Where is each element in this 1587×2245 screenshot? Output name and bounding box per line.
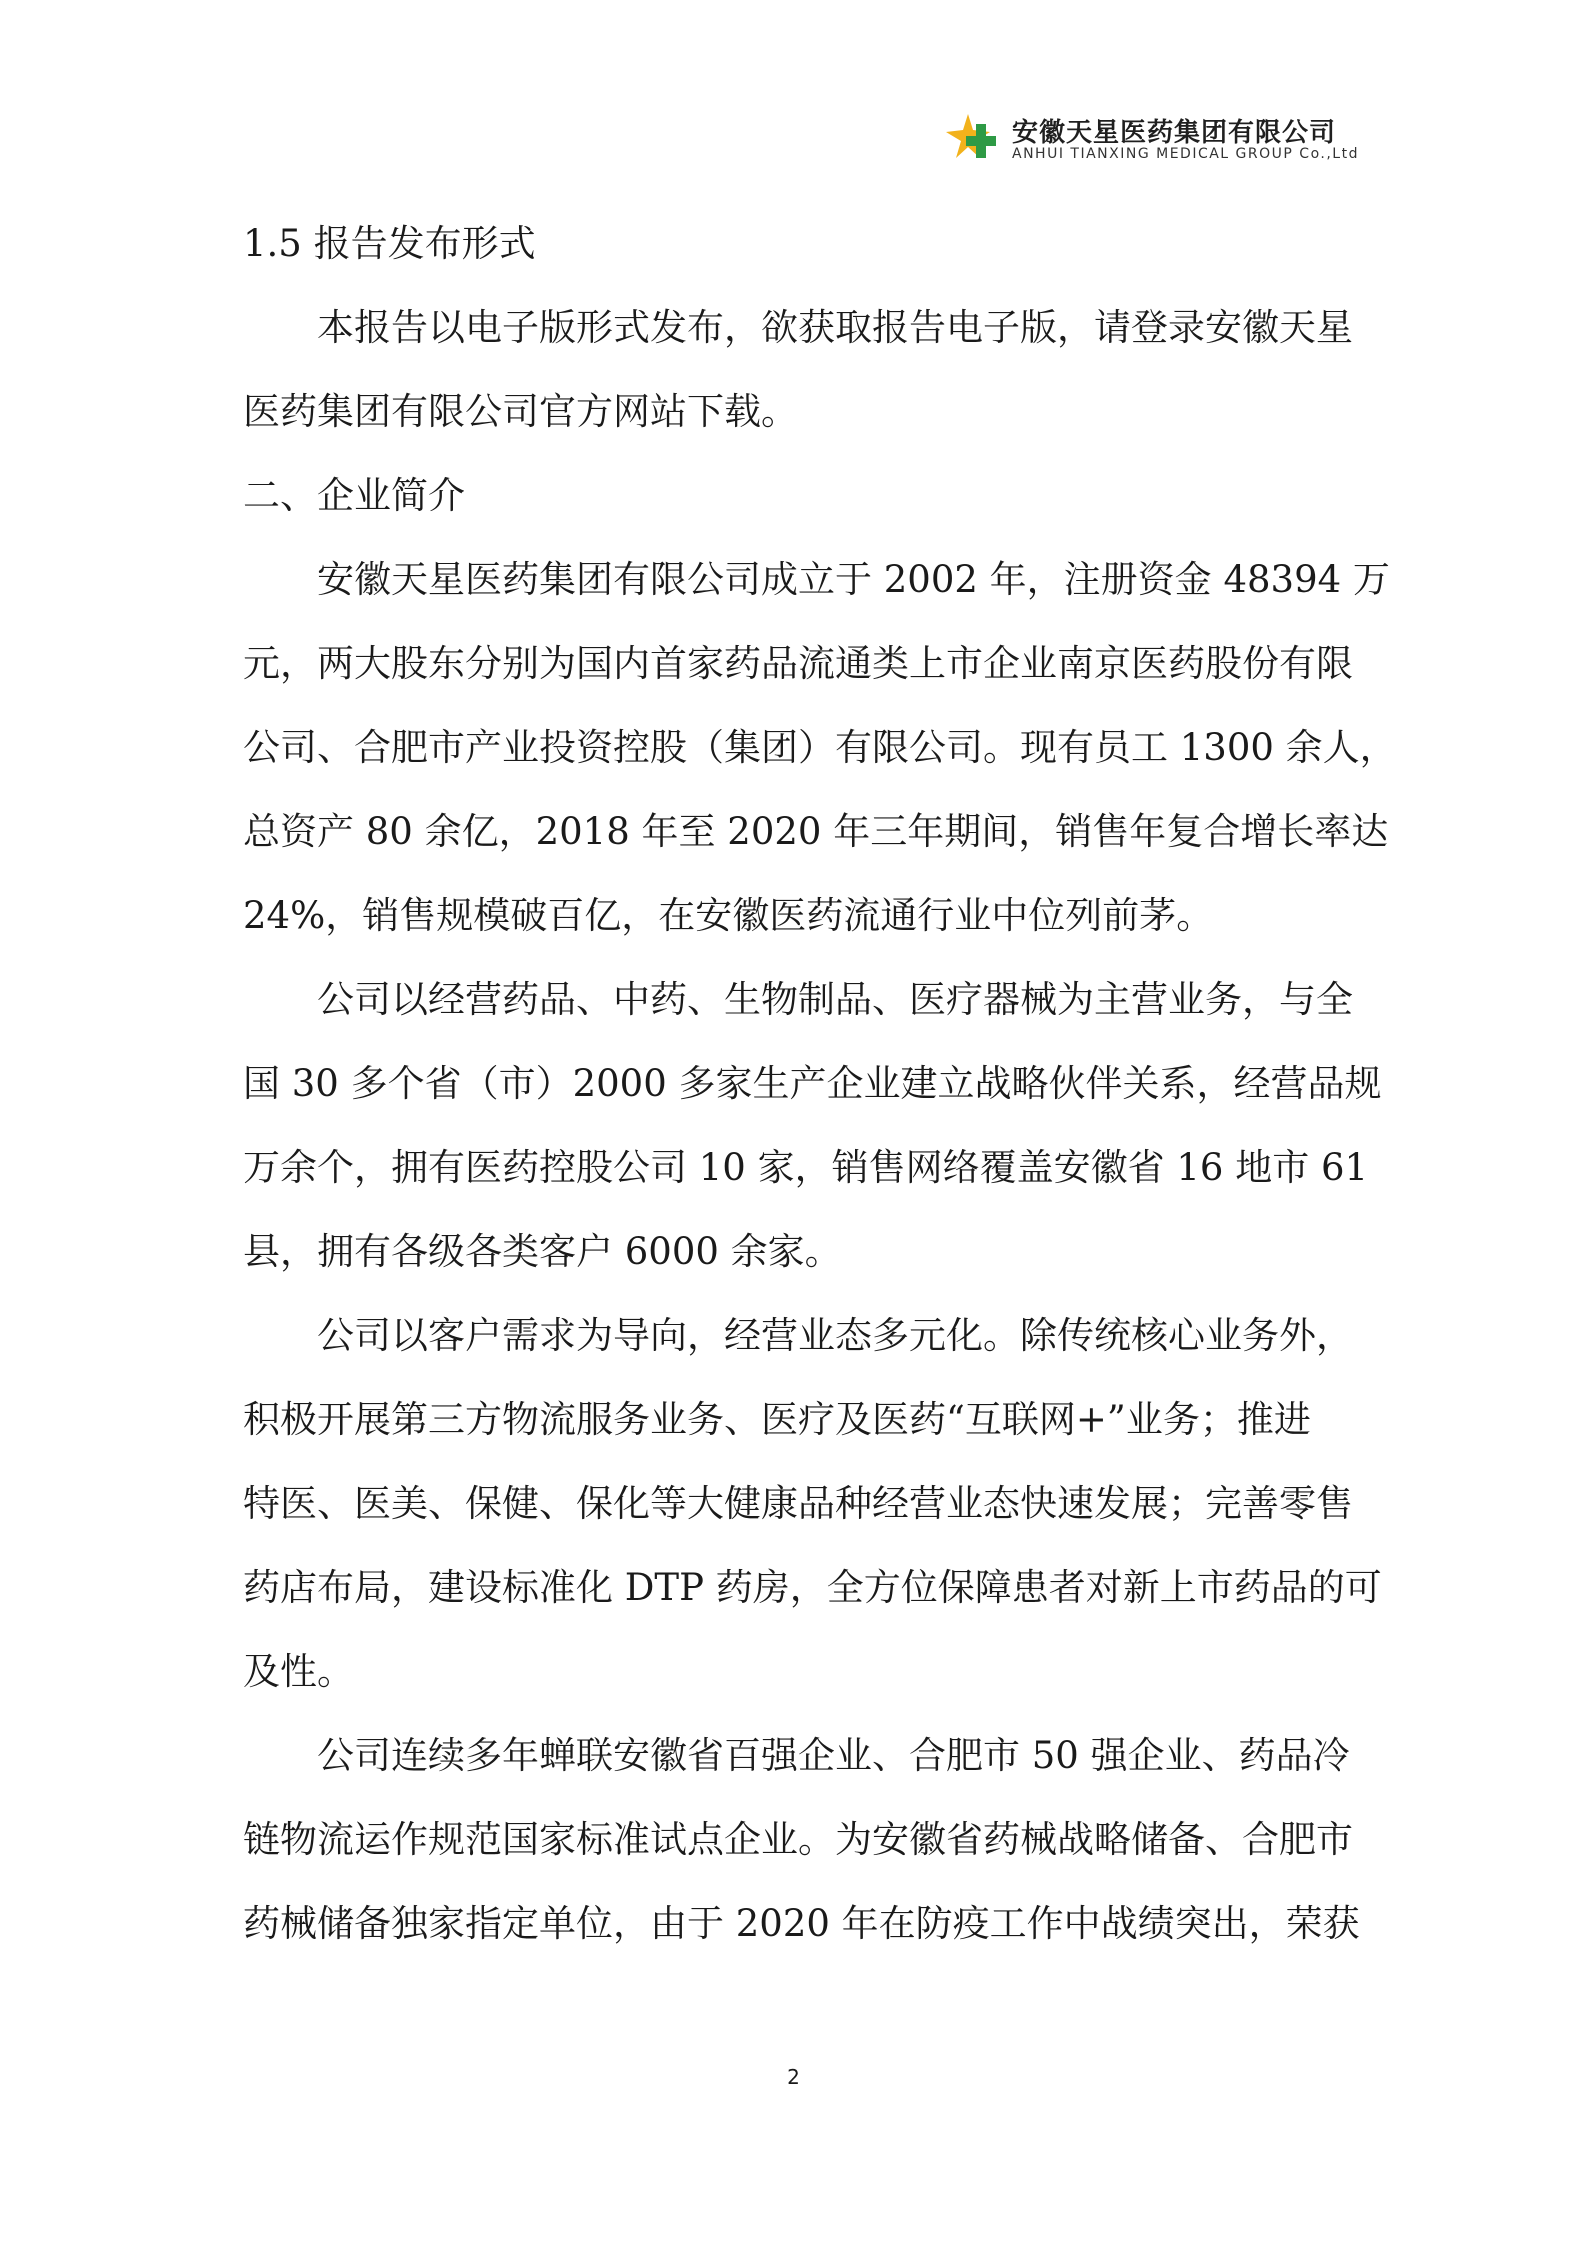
company-logo-icon (946, 110, 1002, 166)
company-name-cn: 安徽天星医药集团有限公司 (1012, 118, 1337, 148)
paragraph-line: 公司以经营药品、中药、生物制品、医疗器械为主营业务，与全 (317, 978, 1353, 1021)
section-heading: 1.5 报告发布形式 (243, 222, 536, 265)
paragraph-line: 医药集团有限公司官方网站下载。 (243, 390, 798, 433)
paragraph-line: 公司连续多年蝉联安徽省百强企业、合肥市 50 强企业、药品冷 (317, 1734, 1350, 1777)
company-name-en: ANHUI TIANXING MEDICAL GROUP Co.,Ltd (1012, 146, 1359, 162)
paragraph-line: 公司、合肥市产业投资控股（集团）有限公司。现有员工 1300 余人， (243, 726, 1397, 769)
paragraph-line: 药械储备独家指定单位，由于 2020 年在防疫工作中战绩突出，荣获 (243, 1902, 1360, 1945)
paragraph-line: 积极开展第三方物流服务业务、医疗及医药“互联网+”业务；推进 (243, 1398, 1311, 1441)
document-body (243, 202, 1397, 1966)
section-heading: 二、企业简介 (243, 474, 465, 517)
paragraph-line: 特医、医美、保健、保化等大健康品种经营业态快速发展；完善零售 (243, 1482, 1353, 1525)
paragraph-line: 县，拥有各级各类客户 6000 余家。 (243, 1230, 842, 1273)
paragraph-line: 药店布局，建设标准化 DTP 药房，全方位保障患者对新上市药品的可 (243, 1566, 1382, 1609)
paragraph-line: 万余个，拥有医药控股公司 10 家，销售网络覆盖安徽省 16 地市 61 (243, 1146, 1369, 1189)
paragraph-line: 总资产 80 余亿，2018 年至 2020 年三年期间，销售年复合增长率达 (243, 810, 1389, 853)
page-number: 2 (787, 2065, 800, 2089)
company-logo (946, 110, 1366, 166)
paragraph-line: 链物流运作规范国家标准试点企业。为安徽省药械战略储备、合肥市 (243, 1818, 1353, 1861)
paragraph-line: 安徽天星医药集团有限公司成立于 2002 年，注册资金 48394 万 (317, 558, 1390, 601)
paragraph-line: 24%，销售规模破百亿，在安徽医药流通行业中位列前茅。 (243, 894, 1214, 937)
paragraph-line: 及性。 (243, 1650, 354, 1693)
paragraph-line: 公司以客户需求为导向，经营业态多元化。除传统核心业务外， (317, 1314, 1353, 1357)
paragraph-line: 元，两大股东分别为国内首家药品流通类上市企业南京医药股份有限 (243, 642, 1353, 685)
paragraph-line: 国 30 多个省（市）2000 多家生产企业建立战略伙伴关系，经营品规 (243, 1062, 1382, 1105)
paragraph-line: 本报告以电子版形式发布，欲获取报告电子版，请登录安徽天星 (317, 306, 1353, 349)
